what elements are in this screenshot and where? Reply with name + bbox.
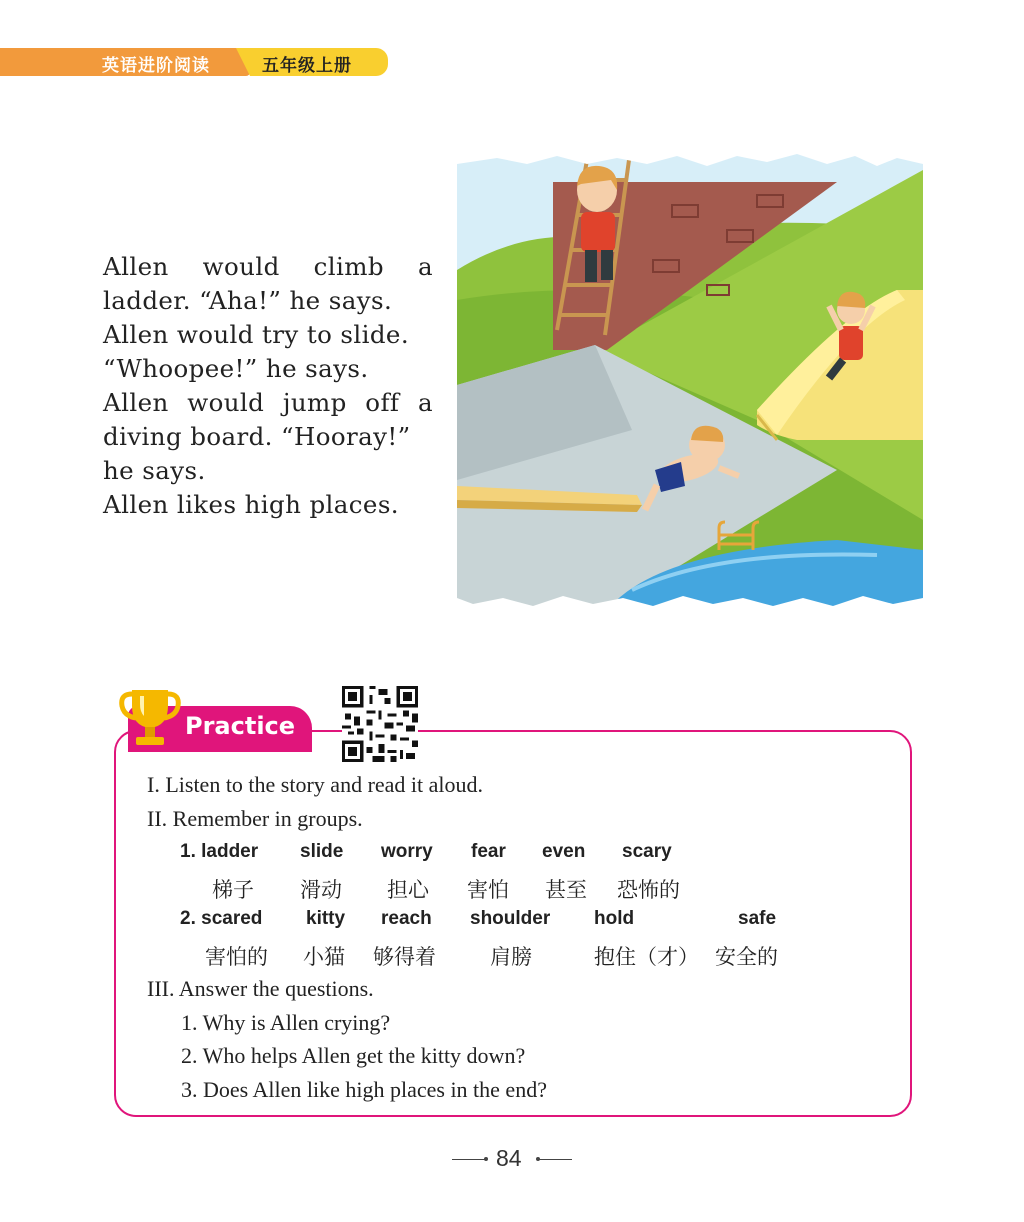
story-line: Allen would jump off a: [103, 388, 433, 417]
vocab-word: safe: [738, 908, 777, 929]
vocab-translation: 担心: [387, 878, 429, 902]
vocab-translation: 小猫: [303, 945, 345, 969]
story-text: [103, 250, 433, 522]
question-item: 1. Why is Allen crying?: [181, 1010, 391, 1035]
vocab-word: reach: [381, 908, 432, 929]
page-header: [0, 48, 395, 76]
vocab-word: 2. scared: [180, 908, 263, 929]
question-item: 2. Who helps Allen get the kitty down?: [181, 1043, 526, 1068]
vocab-translation: 恐怖的: [617, 878, 680, 902]
vocab-translation: 梯子: [212, 878, 254, 902]
vocab-translation: 害怕的: [205, 945, 268, 969]
page-number: 84: [496, 1145, 522, 1171]
story-line: Allen would try to slide.: [103, 320, 410, 349]
vocab-word: shoulder: [470, 908, 551, 929]
story-line: ladder. “Aha!” he says.: [103, 286, 393, 315]
vocab-translation: 安全的: [715, 945, 778, 969]
vocab-word: fear: [471, 841, 506, 862]
vocab-word: hold: [594, 908, 635, 929]
story-line: Allen likes high places.: [103, 490, 399, 519]
vocab-word: slide: [300, 841, 344, 862]
vocab-word: even: [542, 841, 586, 862]
vocab-word: 1. ladder: [180, 841, 259, 862]
vocab-word: worry: [381, 841, 433, 862]
question-item: 3. Does Allen like high places in the end?: [181, 1077, 547, 1102]
practice-title: Practice: [185, 712, 296, 740]
page-number-rule-right: [538, 1159, 572, 1160]
vocab-translation: 害怕: [467, 878, 509, 902]
instruction-1: I. Listen to the story and read it aloud.: [147, 772, 484, 797]
vocab-translation: 抱住（才）: [594, 945, 699, 969]
story-line: diving board. “Hooray!”: [103, 422, 411, 451]
trophy-icon: [118, 682, 182, 752]
vocab-word: kitty: [306, 908, 346, 929]
page-number-dot-left: [484, 1157, 488, 1161]
page-number-rule-left: [452, 1159, 486, 1160]
header-series-title: 英语进阶阅读: [102, 56, 210, 76]
instruction-3: III. Answer the questions.: [147, 976, 374, 1001]
instruction-2: II. Remember in groups.: [147, 806, 363, 831]
vocab-translation: 滑动: [300, 878, 342, 902]
story-illustration: [457, 150, 923, 610]
header-grade-label: 五年级上册: [262, 56, 352, 76]
vocab-translation: 肩膀: [490, 945, 532, 969]
vocab-translation: 够得着: [373, 945, 436, 969]
vocab-translation: 甚至: [545, 878, 587, 902]
qr-code: [342, 686, 418, 762]
story-line: Allen would climb a: [103, 252, 433, 281]
story-line: “Whoopee!” he says.: [103, 354, 369, 383]
vocab-word: scary: [622, 841, 672, 862]
story-line: he says.: [103, 456, 206, 485]
